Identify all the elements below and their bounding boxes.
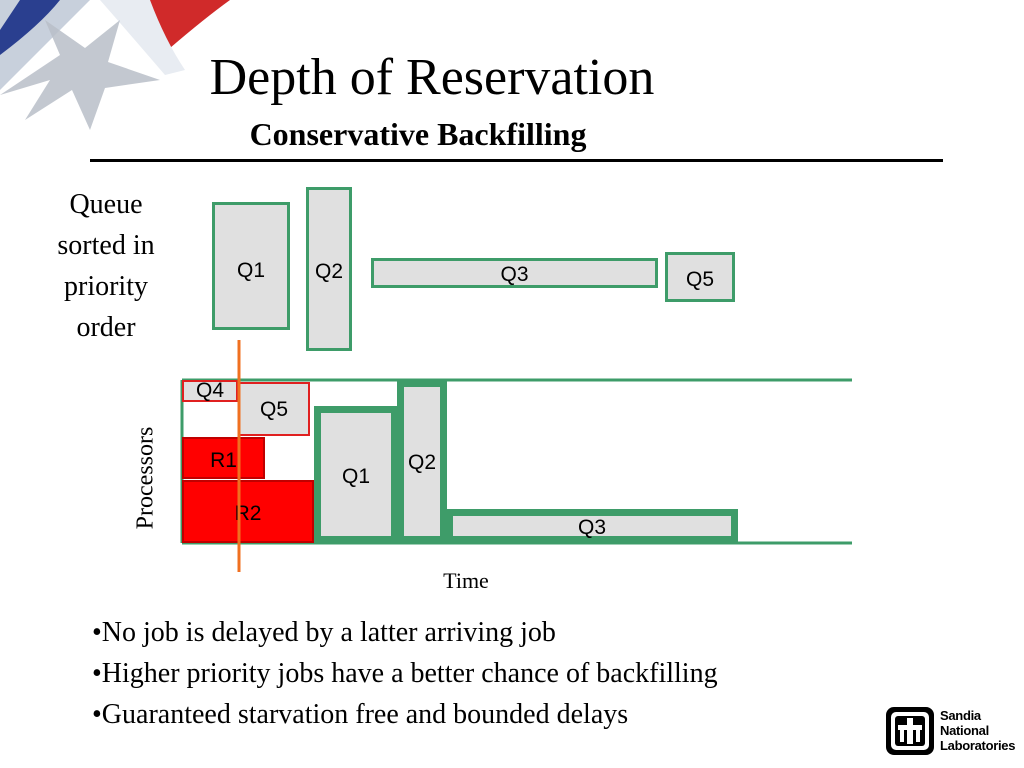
time-axis-label: Time	[443, 568, 489, 593]
schedule-job-q3: Q3	[446, 509, 738, 543]
processors-axis-label: Processors	[132, 426, 159, 530]
queue-job-q5: Q5	[665, 252, 735, 302]
bullet-item: •Higher priority jobs have a better chance of backfilling	[92, 658, 718, 689]
logo-line-3: Laboratories	[940, 738, 1016, 753]
page-title: Depth of Reservation	[209, 49, 655, 106]
queue-job-q1: Q1	[212, 202, 290, 330]
bullet-item: •No job is delayed by a latter arriving job	[92, 617, 556, 648]
logo-line-2: National	[940, 723, 989, 738]
page-subtitle: Conservative Backfilling	[249, 116, 587, 152]
sandia-thunderbird-icon	[886, 707, 934, 755]
schedule-job-r1: R1	[182, 437, 265, 479]
queue-job-q2: Q2	[306, 187, 352, 351]
queue-job-q3: Q3	[371, 258, 658, 288]
schedule-job-q2: Q2	[397, 380, 447, 543]
schedule-job-q5: Q5	[238, 382, 310, 436]
schedule-job-r2: R2	[182, 480, 314, 543]
schedule-job-q4: Q4	[182, 380, 238, 402]
bullet-item: •Guaranteed starvation free and bounded delays	[92, 699, 629, 730]
queue-label: Queue sorted in priority order	[57, 189, 155, 343]
bullet-list	[92, 612, 718, 735]
logo-line-1: Sandia	[940, 708, 981, 723]
schedule-job-q1: Q1	[314, 406, 398, 543]
sandia-logo	[886, 707, 1014, 759]
